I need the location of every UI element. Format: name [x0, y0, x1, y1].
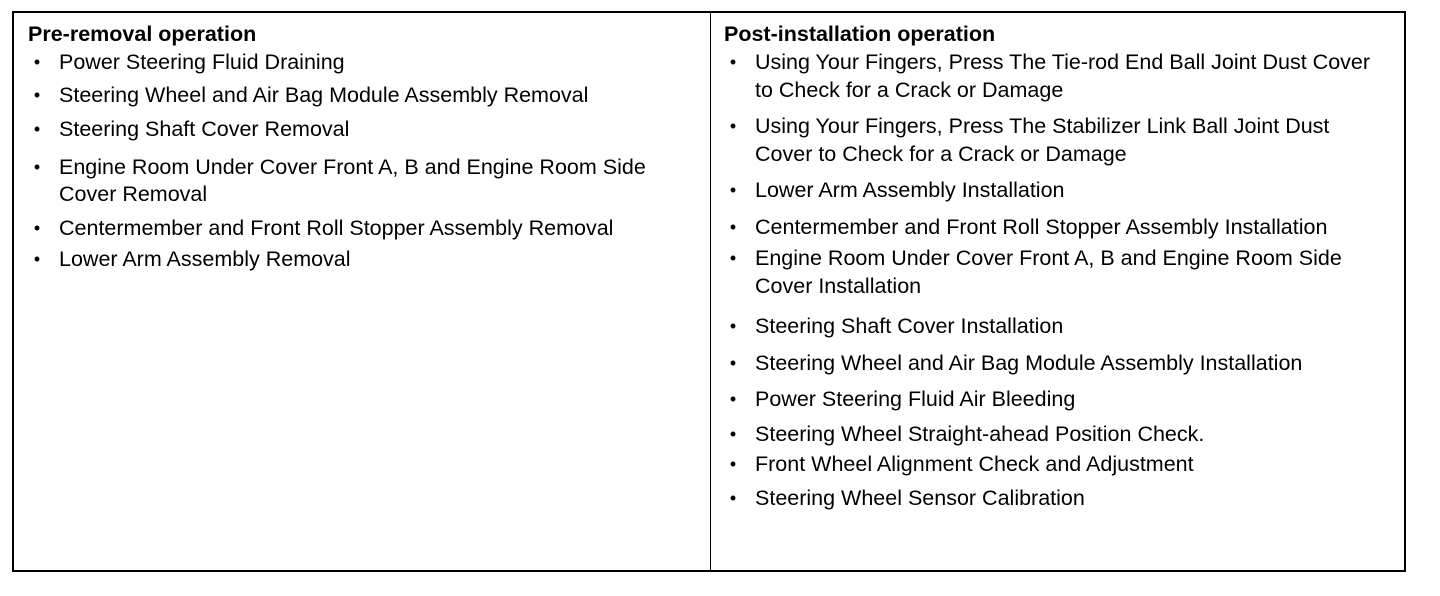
operations-table	[12, 11, 1406, 572]
list-item	[28, 154, 696, 209]
list-item-text: Centermember and Front Roll Stopper Assembly Removal	[59, 215, 614, 240]
bullet-icon: •	[33, 84, 41, 105]
list-item	[28, 215, 696, 243]
list-item-text: Lower Arm Assembly Removal	[59, 247, 351, 271]
bullet-icon: •	[33, 119, 41, 139]
list-item-text: Lower Arm Assembly Installation	[755, 178, 1065, 202]
pre-removal-column	[14, 13, 711, 570]
list-item-text: Steering Shaft Cover Installation	[755, 314, 1064, 338]
list-item	[724, 49, 1390, 104]
list-item-text: Power Steering Fluid Air Bleeding	[755, 387, 1076, 411]
pre-removal-list	[28, 49, 696, 274]
bullet-icon: •	[729, 454, 737, 474]
bullet-icon: •	[33, 217, 41, 238]
list-item-text: Steering Shaft Cover Removal	[59, 117, 350, 141]
list-item-text: Centermember and Front Roll Stopper Assembly Installation	[755, 214, 1328, 239]
bullet-icon: •	[729, 352, 737, 373]
list-item	[28, 246, 696, 274]
list-item	[724, 113, 1390, 168]
post-installation-column	[711, 13, 1404, 570]
list-item	[724, 245, 1390, 300]
list-item	[724, 350, 1390, 378]
list-item-text: Power Steering Fluid Draining	[59, 50, 345, 74]
bullet-icon: •	[729, 316, 737, 336]
bullet-icon: •	[33, 52, 41, 72]
post-installation-title: Post-installation operation	[724, 22, 996, 46]
list-item	[724, 421, 1390, 449]
bullet-icon: •	[729, 389, 737, 409]
list-item-text: Steering Wheel Straight-ahead Position Check.	[755, 421, 1205, 446]
list-item-text: Engine Room Under Cover Front A, B and Engine Room Side Cover Removal	[59, 154, 646, 206]
bullet-icon: •	[33, 156, 41, 177]
list-item	[724, 451, 1390, 479]
bullet-icon: •	[33, 249, 41, 269]
list-item-text: Steering Wheel and Air Bag Module Assembly Removal	[59, 82, 589, 107]
bullet-icon: •	[729, 116, 737, 136]
list-item	[724, 177, 1390, 205]
list-item	[724, 214, 1390, 242]
list-item	[724, 386, 1390, 414]
bullet-icon: •	[729, 216, 737, 237]
list-item	[28, 116, 696, 144]
list-item	[724, 485, 1390, 513]
list-item-text: Engine Room Under Cover Front A, B and Engine Room Side Cover Installation	[755, 246, 1342, 298]
list-item-text: Steering Wheel and Air Bag Module Assembly Installation	[755, 350, 1303, 375]
list-item-text: Using Your Fingers, Press The Stabilizer Link Ball Joint Dust Cover to Check for a Crack or Damage	[755, 114, 1330, 166]
list-item-text: Front Wheel Alignment Check and Adjustment	[755, 452, 1194, 476]
bullet-icon: •	[729, 423, 737, 444]
bullet-icon: •	[729, 487, 737, 508]
post-installation-list	[724, 49, 1390, 512]
list-item-text: Using Your Fingers, Press The Tie-rod End Ball Joint Dust Cover to Check for a Crack or Damage	[755, 50, 1371, 102]
bullet-icon: •	[729, 248, 737, 268]
pre-removal-title: Pre-removal operation	[28, 22, 257, 46]
list-item	[28, 82, 696, 110]
bullet-icon: •	[729, 52, 737, 72]
list-item-text: Steering Wheel Sensor Calibration	[755, 485, 1085, 510]
bullet-icon: •	[729, 180, 737, 200]
list-item	[724, 313, 1390, 341]
list-item	[28, 49, 696, 77]
